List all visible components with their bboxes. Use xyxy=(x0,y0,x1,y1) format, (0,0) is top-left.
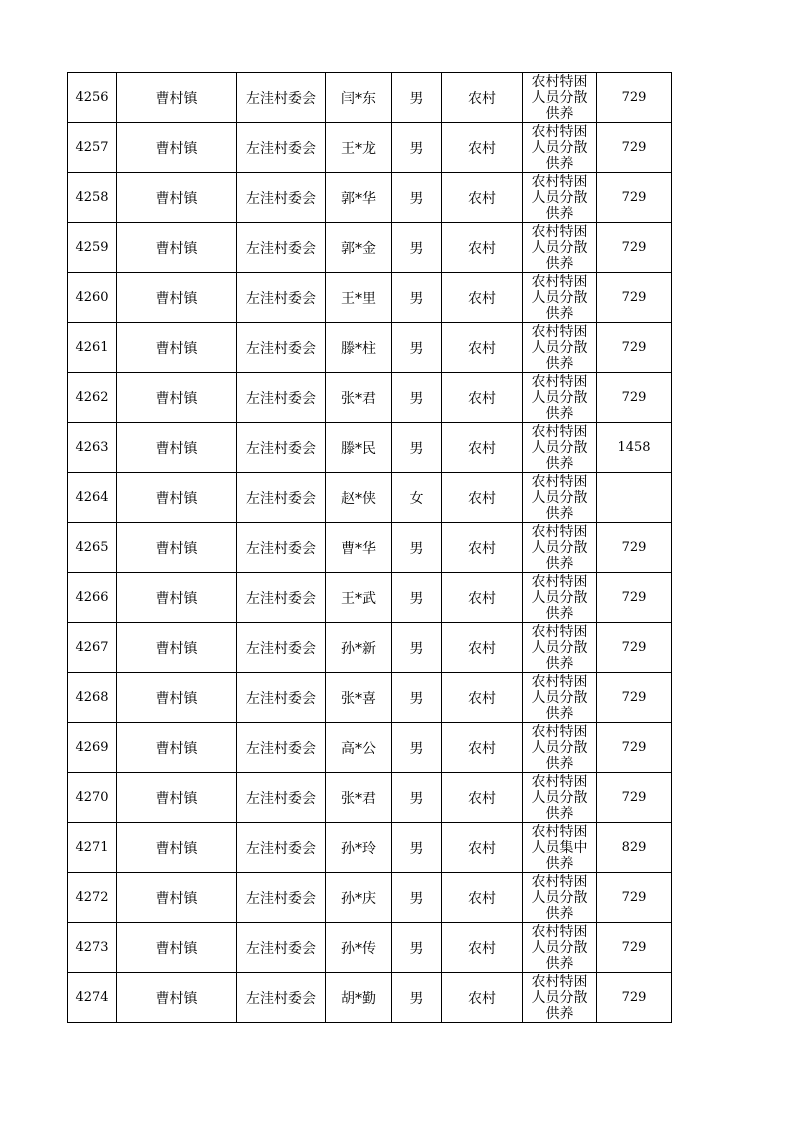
amount-cell: 729 xyxy=(597,123,672,173)
row-number-cell: 4272 xyxy=(68,873,117,923)
support-type-text: 农村特困人员分散供养 xyxy=(531,524,588,570)
row-number-cell: 4273 xyxy=(68,923,117,973)
gender-cell: 男 xyxy=(392,923,442,973)
town-cell: 曹村镇 xyxy=(117,73,237,123)
area-type-cell: 农村 xyxy=(442,423,523,473)
amount-cell: 729 xyxy=(597,373,672,423)
support-type-text: 农村特困人员分散供养 xyxy=(531,424,588,470)
amount-cell: 829 xyxy=(597,823,672,873)
table-row xyxy=(68,423,672,473)
support-type-text: 农村特困人员分散供养 xyxy=(531,324,588,370)
town-cell: 曹村镇 xyxy=(117,373,237,423)
village-cell: 左洼村委会 xyxy=(237,723,326,773)
support-type-cell xyxy=(523,423,597,473)
support-type-cell xyxy=(523,823,597,873)
support-type-cell xyxy=(523,323,597,373)
support-type-text: 农村特困人员分散供养 xyxy=(531,574,588,620)
gender-cell: 男 xyxy=(392,323,442,373)
row-number-cell: 4269 xyxy=(68,723,117,773)
person-name-cell: 滕*柱 xyxy=(326,323,392,373)
person-name-cell: 张*喜 xyxy=(326,673,392,723)
amount-cell: 729 xyxy=(597,623,672,673)
support-type-cell xyxy=(523,923,597,973)
table-row xyxy=(68,823,672,873)
area-type-cell: 农村 xyxy=(442,223,523,273)
town-cell: 曹村镇 xyxy=(117,173,237,223)
village-cell: 左洼村委会 xyxy=(237,673,326,723)
support-type-cell xyxy=(523,223,597,273)
support-type-text: 农村特困人员分散供养 xyxy=(531,474,588,520)
support-type-text: 农村特困人员分散供养 xyxy=(531,374,588,420)
support-type-text: 农村特困人员分散供养 xyxy=(531,124,588,170)
area-type-cell: 农村 xyxy=(442,323,523,373)
row-number-cell: 4271 xyxy=(68,823,117,873)
gender-cell: 男 xyxy=(392,573,442,623)
amount-cell xyxy=(597,473,672,523)
town-cell: 曹村镇 xyxy=(117,623,237,673)
area-type-cell: 农村 xyxy=(442,773,523,823)
row-number-cell: 4265 xyxy=(68,523,117,573)
row-number-cell: 4258 xyxy=(68,173,117,223)
town-cell: 曹村镇 xyxy=(117,273,237,323)
town-cell: 曹村镇 xyxy=(117,773,237,823)
table-row xyxy=(68,923,672,973)
area-type-cell: 农村 xyxy=(442,923,523,973)
gender-cell: 男 xyxy=(392,523,442,573)
amount-cell: 729 xyxy=(597,573,672,623)
row-number-cell: 4274 xyxy=(68,973,117,1023)
area-type-cell: 农村 xyxy=(442,973,523,1023)
person-name-cell: 孙*庆 xyxy=(326,873,392,923)
table-row xyxy=(68,623,672,673)
amount-cell: 729 xyxy=(597,523,672,573)
area-type-cell: 农村 xyxy=(442,123,523,173)
gender-cell: 男 xyxy=(392,973,442,1023)
support-type-text: 农村特困人员分散供养 xyxy=(531,674,588,720)
row-number-cell: 4257 xyxy=(68,123,117,173)
support-type-text: 农村特困人员分散供养 xyxy=(531,974,588,1020)
area-type-cell: 农村 xyxy=(442,373,523,423)
row-number-cell: 4268 xyxy=(68,673,117,723)
table-row xyxy=(68,723,672,773)
area-type-cell: 农村 xyxy=(442,73,523,123)
town-cell: 曹村镇 xyxy=(117,473,237,523)
gender-cell: 男 xyxy=(392,423,442,473)
support-type-text: 农村特困人员分散供养 xyxy=(531,724,588,770)
gender-cell: 女 xyxy=(392,473,442,523)
table-row xyxy=(68,573,672,623)
amount-cell: 729 xyxy=(597,873,672,923)
support-type-cell xyxy=(523,773,597,823)
gender-cell: 男 xyxy=(392,723,442,773)
row-number-cell: 4256 xyxy=(68,73,117,123)
amount-cell: 729 xyxy=(597,773,672,823)
row-number-cell: 4270 xyxy=(68,773,117,823)
town-cell: 曹村镇 xyxy=(117,323,237,373)
support-type-text: 农村特困人员分散供养 xyxy=(531,74,588,120)
support-type-text: 农村特困人员分散供养 xyxy=(531,224,588,270)
gender-cell: 男 xyxy=(392,373,442,423)
gender-cell: 男 xyxy=(392,173,442,223)
support-type-cell xyxy=(523,273,597,323)
village-cell: 左洼村委会 xyxy=(237,373,326,423)
row-number-cell: 4263 xyxy=(68,423,117,473)
area-type-cell: 农村 xyxy=(442,473,523,523)
town-cell: 曹村镇 xyxy=(117,823,237,873)
gender-cell: 男 xyxy=(392,823,442,873)
amount-cell: 729 xyxy=(597,223,672,273)
village-cell: 左洼村委会 xyxy=(237,423,326,473)
table-row xyxy=(68,173,672,223)
assistance-roster-table xyxy=(67,72,672,1023)
support-type-cell xyxy=(523,623,597,673)
town-cell: 曹村镇 xyxy=(117,573,237,623)
support-type-cell xyxy=(523,673,597,723)
table-row xyxy=(68,973,672,1023)
support-type-text: 农村特困人员分散供养 xyxy=(531,874,588,920)
person-name-cell: 郭*金 xyxy=(326,223,392,273)
person-name-cell: 王*里 xyxy=(326,273,392,323)
amount-cell: 729 xyxy=(597,673,672,723)
support-type-cell xyxy=(523,173,597,223)
town-cell: 曹村镇 xyxy=(117,923,237,973)
gender-cell: 男 xyxy=(392,873,442,923)
person-name-cell: 孙*传 xyxy=(326,923,392,973)
person-name-cell: 高*公 xyxy=(326,723,392,773)
table-row xyxy=(68,273,672,323)
support-type-cell xyxy=(523,473,597,523)
gender-cell: 男 xyxy=(392,73,442,123)
town-cell: 曹村镇 xyxy=(117,673,237,723)
amount-cell: 729 xyxy=(597,173,672,223)
amount-cell: 729 xyxy=(597,923,672,973)
row-number-cell: 4260 xyxy=(68,273,117,323)
village-cell: 左洼村委会 xyxy=(237,473,326,523)
person-name-cell: 王*龙 xyxy=(326,123,392,173)
town-cell: 曹村镇 xyxy=(117,973,237,1023)
support-type-cell xyxy=(523,573,597,623)
village-cell: 左洼村委会 xyxy=(237,973,326,1023)
gender-cell: 男 xyxy=(392,623,442,673)
person-name-cell: 孙*玲 xyxy=(326,823,392,873)
row-number-cell: 4266 xyxy=(68,573,117,623)
person-name-cell: 曹*华 xyxy=(326,523,392,573)
area-type-cell: 农村 xyxy=(442,873,523,923)
village-cell: 左洼村委会 xyxy=(237,773,326,823)
village-cell: 左洼村委会 xyxy=(237,523,326,573)
table-row xyxy=(68,223,672,273)
row-number-cell: 4261 xyxy=(68,323,117,373)
area-type-cell: 农村 xyxy=(442,273,523,323)
table-row xyxy=(68,373,672,423)
town-cell: 曹村镇 xyxy=(117,873,237,923)
area-type-cell: 农村 xyxy=(442,173,523,223)
village-cell: 左洼村委会 xyxy=(237,573,326,623)
person-name-cell: 胡*勤 xyxy=(326,973,392,1023)
support-type-cell xyxy=(523,873,597,923)
village-cell: 左洼村委会 xyxy=(237,173,326,223)
support-type-text: 农村特困人员分散供养 xyxy=(531,274,588,320)
town-cell: 曹村镇 xyxy=(117,423,237,473)
support-type-cell xyxy=(523,373,597,423)
support-type-text: 农村特困人员分散供养 xyxy=(531,924,588,970)
village-cell: 左洼村委会 xyxy=(237,923,326,973)
gender-cell: 男 xyxy=(392,273,442,323)
amount-cell: 729 xyxy=(597,273,672,323)
table-row xyxy=(68,523,672,573)
table-body xyxy=(68,73,672,1023)
table-row xyxy=(68,123,672,173)
village-cell: 左洼村委会 xyxy=(237,273,326,323)
support-type-text: 农村特困人员分散供养 xyxy=(531,774,588,820)
town-cell: 曹村镇 xyxy=(117,723,237,773)
row-number-cell: 4262 xyxy=(68,373,117,423)
person-name-cell: 王*武 xyxy=(326,573,392,623)
gender-cell: 男 xyxy=(392,673,442,723)
area-type-cell: 农村 xyxy=(442,623,523,673)
row-number-cell: 4267 xyxy=(68,623,117,673)
support-type-text: 农村特困人员集中供养 xyxy=(531,824,588,870)
person-name-cell: 张*君 xyxy=(326,773,392,823)
gender-cell: 男 xyxy=(392,123,442,173)
person-name-cell: 张*君 xyxy=(326,373,392,423)
amount-cell: 729 xyxy=(597,723,672,773)
village-cell: 左洼村委会 xyxy=(237,623,326,673)
town-cell: 曹村镇 xyxy=(117,123,237,173)
amount-cell: 1458 xyxy=(597,423,672,473)
person-name-cell: 闫*东 xyxy=(326,73,392,123)
area-type-cell: 农村 xyxy=(442,673,523,723)
village-cell: 左洼村委会 xyxy=(237,223,326,273)
table-row xyxy=(68,673,672,723)
town-cell: 曹村镇 xyxy=(117,223,237,273)
area-type-cell: 农村 xyxy=(442,723,523,773)
table-row xyxy=(68,73,672,123)
person-name-cell: 孙*新 xyxy=(326,623,392,673)
table-row xyxy=(68,873,672,923)
table-row xyxy=(68,323,672,373)
village-cell: 左洼村委会 xyxy=(237,823,326,873)
area-type-cell: 农村 xyxy=(442,573,523,623)
amount-cell: 729 xyxy=(597,973,672,1023)
table-row xyxy=(68,773,672,823)
support-type-cell xyxy=(523,973,597,1023)
support-type-cell xyxy=(523,123,597,173)
person-name-cell: 郭*华 xyxy=(326,173,392,223)
support-type-cell xyxy=(523,723,597,773)
support-type-cell xyxy=(523,523,597,573)
support-type-cell xyxy=(523,73,597,123)
village-cell: 左洼村委会 xyxy=(237,73,326,123)
amount-cell: 729 xyxy=(597,73,672,123)
support-type-text: 农村特困人员分散供养 xyxy=(531,174,588,220)
person-name-cell: 赵*侠 xyxy=(326,473,392,523)
town-cell: 曹村镇 xyxy=(117,523,237,573)
gender-cell: 男 xyxy=(392,223,442,273)
amount-cell: 729 xyxy=(597,323,672,373)
village-cell: 左洼村委会 xyxy=(237,123,326,173)
row-number-cell: 4264 xyxy=(68,473,117,523)
person-name-cell: 滕*民 xyxy=(326,423,392,473)
village-cell: 左洼村委会 xyxy=(237,323,326,373)
gender-cell: 男 xyxy=(392,773,442,823)
row-number-cell: 4259 xyxy=(68,223,117,273)
area-type-cell: 农村 xyxy=(442,823,523,873)
table-row xyxy=(68,473,672,523)
support-type-text: 农村特困人员分散供养 xyxy=(531,624,588,670)
village-cell: 左洼村委会 xyxy=(237,873,326,923)
area-type-cell: 农村 xyxy=(442,523,523,573)
